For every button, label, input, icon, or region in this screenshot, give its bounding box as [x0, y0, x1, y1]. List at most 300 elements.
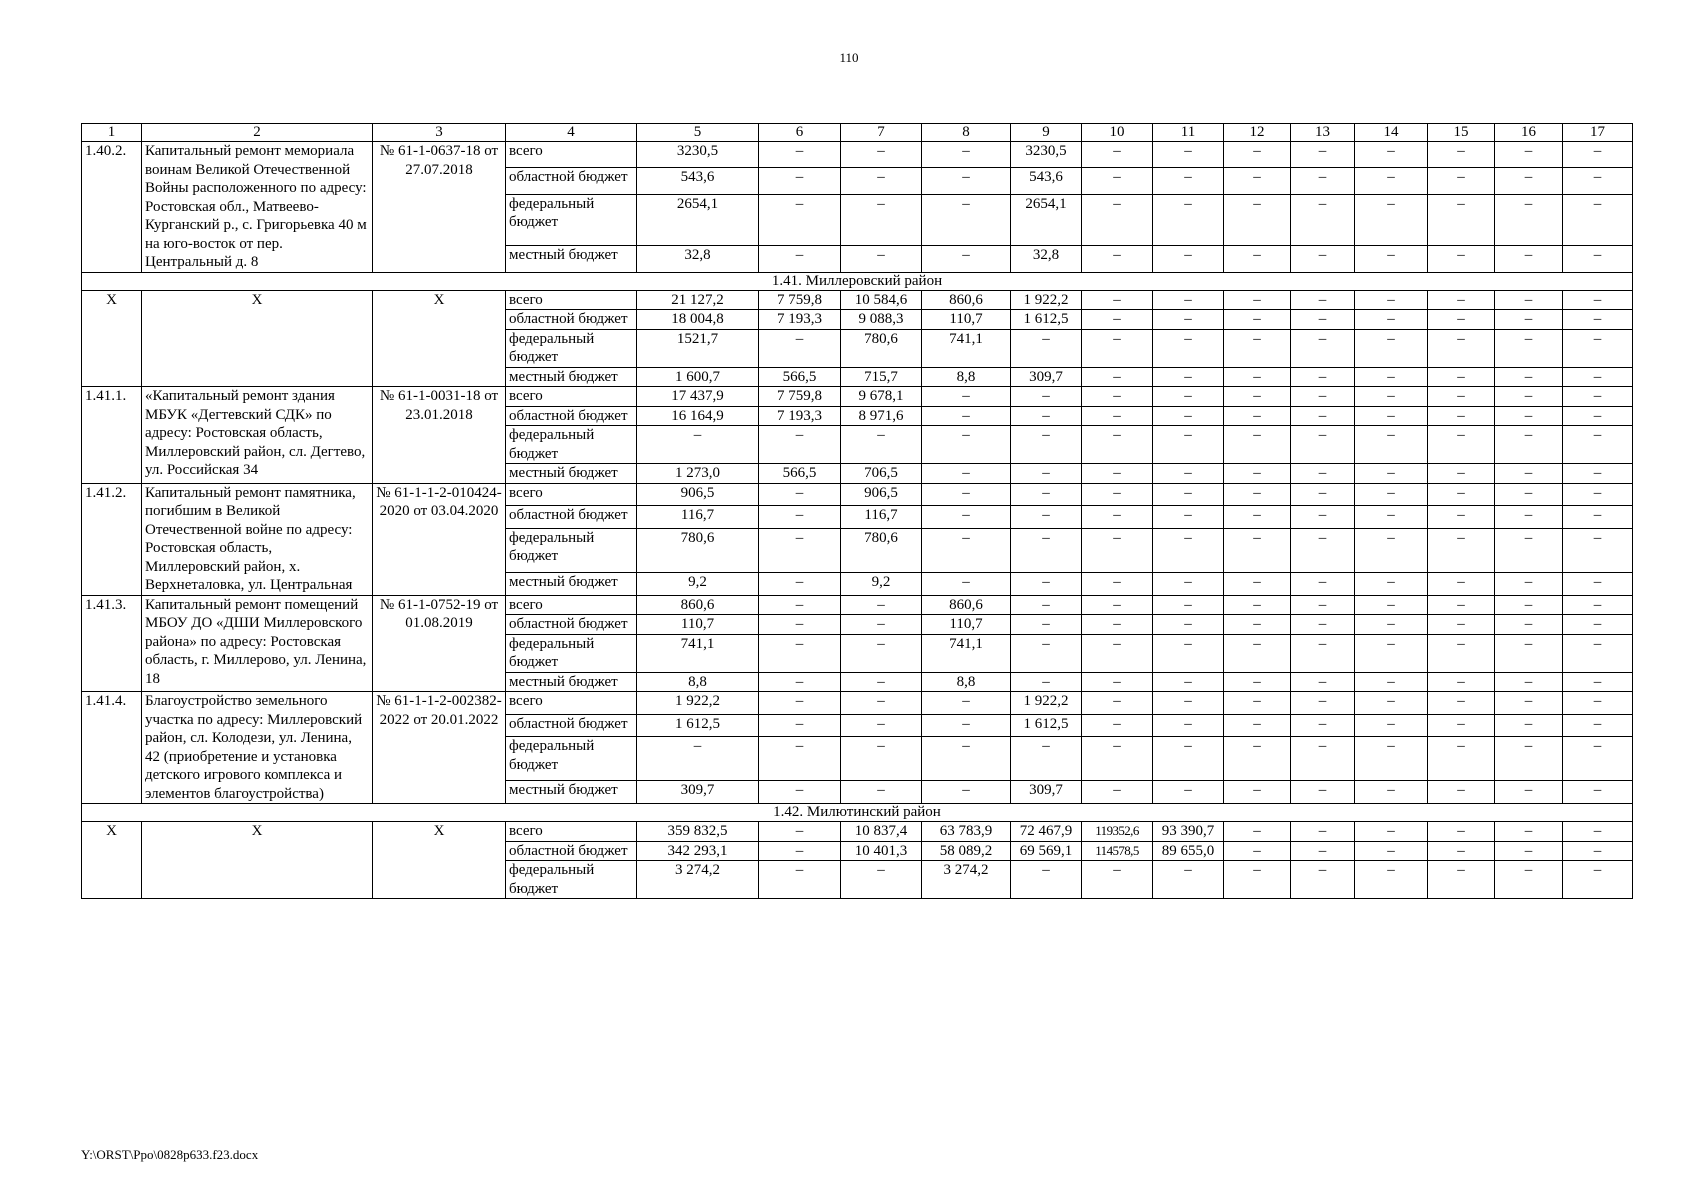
- value-cell: –: [1153, 367, 1224, 387]
- value-cell: 1 273,0: [637, 464, 759, 484]
- value-cell: –: [1355, 841, 1428, 861]
- table-row: [82, 387, 1633, 407]
- value-cell: –: [1495, 194, 1563, 245]
- value-cell: –: [759, 672, 841, 692]
- value-cell: –: [1355, 737, 1428, 781]
- value-cell: 359 832,5: [637, 822, 759, 842]
- value-cell: –: [1011, 406, 1082, 426]
- value-cell: 116,7: [637, 506, 759, 529]
- value-cell: 741,1: [637, 634, 759, 672]
- value-cell: 1 600,7: [637, 367, 759, 387]
- value-cell: 3230,5: [1011, 142, 1082, 168]
- value-cell: –: [1082, 634, 1153, 672]
- value-cell: 1 922,2: [1011, 290, 1082, 310]
- value-cell: –: [759, 737, 841, 781]
- funding-source: федеральный бюджет: [506, 329, 637, 367]
- value-cell: –: [1563, 142, 1633, 168]
- value-cell: –: [1495, 387, 1563, 407]
- value-cell: –: [1563, 406, 1633, 426]
- value-cell: –: [1153, 692, 1224, 715]
- column-number-cell: 9: [1011, 124, 1082, 142]
- value-cell: –: [1563, 841, 1633, 861]
- value-cell: –: [841, 142, 922, 168]
- value-cell: –: [1082, 387, 1153, 407]
- value-cell: –: [759, 634, 841, 672]
- value-cell: –: [1563, 426, 1633, 464]
- item-number: 1.41.1.: [82, 387, 142, 484]
- value-cell: –: [841, 781, 922, 804]
- value-cell: –: [1224, 310, 1291, 330]
- value-cell: –: [759, 168, 841, 194]
- value-cell: 309,7: [1011, 367, 1082, 387]
- value-cell: –: [1011, 572, 1082, 595]
- value-cell: 89 655,0: [1153, 841, 1224, 861]
- value-cell: 17 437,9: [637, 387, 759, 407]
- value-cell: –: [1082, 329, 1153, 367]
- value-cell: 1521,7: [637, 329, 759, 367]
- value-cell: –: [1355, 528, 1428, 572]
- value-cell: –: [759, 781, 841, 804]
- item-number: Х: [82, 290, 142, 387]
- value-cell: –: [1224, 246, 1291, 272]
- value-cell: –: [759, 714, 841, 737]
- item-number: Х: [82, 822, 142, 899]
- value-cell: –: [1082, 367, 1153, 387]
- value-cell: –: [1428, 387, 1495, 407]
- value-cell: –: [1355, 506, 1428, 529]
- value-cell: –: [1563, 595, 1633, 615]
- value-cell: –: [1355, 692, 1428, 715]
- value-cell: 566,5: [759, 367, 841, 387]
- item-number: 1.40.2.: [82, 142, 142, 273]
- value-cell: –: [841, 634, 922, 672]
- value-cell: –: [1428, 672, 1495, 692]
- column-number-cell: 7: [841, 124, 922, 142]
- value-cell: –: [1224, 290, 1291, 310]
- value-cell: 1 612,5: [1011, 310, 1082, 330]
- value-cell: –: [759, 822, 841, 842]
- value-cell: –: [1355, 483, 1428, 506]
- value-cell: 7 759,8: [759, 290, 841, 310]
- value-cell: –: [1428, 861, 1495, 899]
- value-cell: 110,7: [922, 310, 1011, 330]
- section-title: 1.42. Милютинский район: [82, 804, 1633, 822]
- value-cell: –: [1495, 290, 1563, 310]
- item-number: 1.41.2.: [82, 483, 142, 595]
- value-cell: 7 759,8: [759, 387, 841, 407]
- value-cell: 2654,1: [637, 194, 759, 245]
- value-cell: –: [1082, 672, 1153, 692]
- value-cell: 10 837,4: [841, 822, 922, 842]
- funding-source: федеральный бюджет: [506, 194, 637, 245]
- table-row: [82, 822, 1633, 842]
- funding-source: областной бюджет: [506, 506, 637, 529]
- value-cell: –: [1495, 572, 1563, 595]
- value-cell: –: [1495, 426, 1563, 464]
- value-cell: –: [1224, 426, 1291, 464]
- value-cell: –: [1563, 367, 1633, 387]
- item-name: Х: [142, 290, 373, 387]
- value-cell: –: [922, 194, 1011, 245]
- value-cell: –: [1428, 246, 1495, 272]
- value-cell: 8 971,6: [841, 406, 922, 426]
- column-number-cell: 15: [1428, 124, 1495, 142]
- value-cell: –: [1224, 142, 1291, 168]
- value-cell: –: [1495, 168, 1563, 194]
- value-cell: –: [1291, 426, 1355, 464]
- funding-source: областной бюджет: [506, 841, 637, 861]
- value-cell: –: [1428, 168, 1495, 194]
- value-cell: –: [1153, 310, 1224, 330]
- table-row: [82, 483, 1633, 506]
- value-cell: –: [841, 194, 922, 245]
- value-cell: 32,8: [637, 246, 759, 272]
- value-cell: –: [1291, 406, 1355, 426]
- funding-source: федеральный бюджет: [506, 634, 637, 672]
- value-cell: –: [1291, 737, 1355, 781]
- value-cell: –: [1011, 595, 1082, 615]
- value-cell: –: [922, 168, 1011, 194]
- value-cell: –: [1082, 737, 1153, 781]
- value-cell: –: [1082, 615, 1153, 635]
- value-cell: –: [841, 595, 922, 615]
- value-cell: 114578,5: [1082, 841, 1153, 861]
- item-name: «Капитальный ремонт здания МБУК «Дегтевский СДК» по адресу: Ростовская область, Миллеровский район, сл. Дегтево, ул. Российская 34: [142, 387, 373, 484]
- value-cell: –: [1153, 387, 1224, 407]
- value-cell: –: [922, 572, 1011, 595]
- value-cell: –: [1355, 861, 1428, 899]
- value-cell: –: [1495, 672, 1563, 692]
- value-cell: –: [1082, 406, 1153, 426]
- value-cell: –: [1563, 506, 1633, 529]
- value-cell: –: [922, 737, 1011, 781]
- column-number-cell: 10: [1082, 124, 1153, 142]
- value-cell: 715,7: [841, 367, 922, 387]
- column-number-cell: 6: [759, 124, 841, 142]
- value-cell: 69 569,1: [1011, 841, 1082, 861]
- column-number-cell: 13: [1291, 124, 1355, 142]
- value-cell: –: [1291, 822, 1355, 842]
- value-cell: –: [1082, 142, 1153, 168]
- value-cell: –: [841, 861, 922, 899]
- value-cell: 906,5: [841, 483, 922, 506]
- value-cell: –: [759, 329, 841, 367]
- value-cell: –: [1563, 572, 1633, 595]
- value-cell: –: [1355, 290, 1428, 310]
- value-cell: –: [1082, 290, 1153, 310]
- value-cell: –: [1355, 329, 1428, 367]
- value-cell: –: [1153, 737, 1224, 781]
- value-cell: –: [1495, 246, 1563, 272]
- value-cell: –: [1355, 194, 1428, 245]
- value-cell: 741,1: [922, 634, 1011, 672]
- value-cell: –: [759, 615, 841, 635]
- value-cell: –: [1153, 861, 1224, 899]
- funding-source: федеральный бюджет: [506, 528, 637, 572]
- column-number-cell: 11: [1153, 124, 1224, 142]
- column-number-cell: 12: [1224, 124, 1291, 142]
- value-cell: –: [1563, 692, 1633, 715]
- value-cell: –: [922, 142, 1011, 168]
- value-cell: –: [759, 528, 841, 572]
- value-cell: –: [637, 426, 759, 464]
- value-cell: –: [1291, 841, 1355, 861]
- value-cell: –: [1011, 672, 1082, 692]
- funding-source: областной бюджет: [506, 615, 637, 635]
- value-cell: 16 164,9: [637, 406, 759, 426]
- value-cell: –: [1495, 595, 1563, 615]
- value-cell: –: [1428, 572, 1495, 595]
- value-cell: –: [1428, 634, 1495, 672]
- value-cell: –: [1563, 822, 1633, 842]
- value-cell: –: [922, 714, 1011, 737]
- item-document: № 61-1-1-2-010424-2020 от 03.04.2020: [373, 483, 506, 595]
- value-cell: –: [1495, 781, 1563, 804]
- value-cell: –: [1563, 483, 1633, 506]
- value-cell: 1 922,2: [1011, 692, 1082, 715]
- value-cell: –: [1153, 142, 1224, 168]
- value-cell: 7 193,3: [759, 310, 841, 330]
- value-cell: –: [1428, 142, 1495, 168]
- value-cell: 566,5: [759, 464, 841, 484]
- funding-source: всего: [506, 595, 637, 615]
- value-cell: –: [1291, 692, 1355, 715]
- value-cell: –: [1563, 329, 1633, 367]
- value-cell: –: [1011, 634, 1082, 672]
- value-cell: –: [1428, 464, 1495, 484]
- value-cell: –: [841, 615, 922, 635]
- value-cell: –: [1153, 194, 1224, 245]
- value-cell: –: [1428, 737, 1495, 781]
- value-cell: –: [1495, 822, 1563, 842]
- value-cell: 906,5: [637, 483, 759, 506]
- funding-source: всего: [506, 483, 637, 506]
- value-cell: –: [1428, 329, 1495, 367]
- value-cell: 780,6: [841, 528, 922, 572]
- value-cell: –: [1428, 310, 1495, 330]
- value-cell: –: [1355, 310, 1428, 330]
- value-cell: –: [1291, 329, 1355, 367]
- value-cell: –: [841, 168, 922, 194]
- value-cell: –: [1495, 861, 1563, 899]
- value-cell: –: [1355, 634, 1428, 672]
- value-cell: –: [1563, 168, 1633, 194]
- value-cell: –: [841, 426, 922, 464]
- value-cell: 9 088,3: [841, 310, 922, 330]
- value-cell: –: [1082, 464, 1153, 484]
- value-cell: –: [1291, 528, 1355, 572]
- value-cell: –: [1291, 672, 1355, 692]
- value-cell: –: [1428, 506, 1495, 529]
- value-cell: –: [1355, 168, 1428, 194]
- funding-source: областной бюджет: [506, 714, 637, 737]
- funding-source: федеральный бюджет: [506, 737, 637, 781]
- value-cell: –: [1563, 615, 1633, 635]
- value-cell: –: [1291, 310, 1355, 330]
- value-cell: –: [1224, 464, 1291, 484]
- value-cell: –: [1563, 672, 1633, 692]
- value-cell: –: [1153, 483, 1224, 506]
- value-cell: –: [1495, 406, 1563, 426]
- value-cell: –: [1495, 142, 1563, 168]
- value-cell: 119352,6: [1082, 822, 1153, 842]
- value-cell: 1 612,5: [637, 714, 759, 737]
- value-cell: –: [1291, 506, 1355, 529]
- item-document: № 61-1-0031-18 от 23.01.2018: [373, 387, 506, 484]
- value-cell: –: [759, 861, 841, 899]
- value-cell: –: [922, 506, 1011, 529]
- item-name: Благоустройство земельного участка по адресу: Миллеровский район, сл. Колодези, ул. Ленина, 42 (приобретение и установка детского игрового комплекса и элементов благоустройства): [142, 692, 373, 804]
- value-cell: –: [1082, 310, 1153, 330]
- value-cell: –: [1355, 572, 1428, 595]
- value-cell: –: [1495, 692, 1563, 715]
- value-cell: –: [1153, 246, 1224, 272]
- value-cell: 342 293,1: [637, 841, 759, 861]
- value-cell: –: [922, 692, 1011, 715]
- funding-source: федеральный бюджет: [506, 426, 637, 464]
- value-cell: 1 612,5: [1011, 714, 1082, 737]
- value-cell: –: [1291, 781, 1355, 804]
- value-cell: –: [1011, 615, 1082, 635]
- funding-source: местный бюджет: [506, 246, 637, 272]
- value-cell: 3230,5: [637, 142, 759, 168]
- item-document: Х: [373, 290, 506, 387]
- value-cell: –: [1428, 290, 1495, 310]
- column-number-row: [82, 124, 1633, 142]
- value-cell: 110,7: [922, 615, 1011, 635]
- value-cell: –: [759, 595, 841, 615]
- value-cell: –: [1082, 506, 1153, 529]
- value-cell: –: [1291, 367, 1355, 387]
- value-cell: –: [1355, 714, 1428, 737]
- value-cell: –: [1563, 861, 1633, 899]
- value-cell: –: [1428, 781, 1495, 804]
- value-cell: –: [1355, 387, 1428, 407]
- value-cell: 18 004,8: [637, 310, 759, 330]
- value-cell: –: [1224, 572, 1291, 595]
- value-cell: –: [1428, 714, 1495, 737]
- value-cell: –: [1153, 506, 1224, 529]
- column-number-cell: 3: [373, 124, 506, 142]
- funding-source: всего: [506, 387, 637, 407]
- value-cell: –: [1355, 246, 1428, 272]
- value-cell: 63 783,9: [922, 822, 1011, 842]
- funding-source: областной бюджет: [506, 310, 637, 330]
- value-cell: –: [759, 572, 841, 595]
- value-cell: –: [1563, 246, 1633, 272]
- funding-source: областной бюджет: [506, 168, 637, 194]
- value-cell: –: [1563, 194, 1633, 245]
- value-cell: 543,6: [1011, 168, 1082, 194]
- value-cell: –: [1355, 822, 1428, 842]
- page-number: 110: [839, 50, 859, 65]
- value-cell: –: [1082, 426, 1153, 464]
- value-cell: –: [759, 692, 841, 715]
- value-cell: –: [1082, 194, 1153, 245]
- value-cell: 741,1: [922, 329, 1011, 367]
- value-cell: –: [1224, 506, 1291, 529]
- value-cell: –: [1224, 483, 1291, 506]
- value-cell: 3 274,2: [922, 861, 1011, 899]
- value-cell: –: [1224, 861, 1291, 899]
- item-document: Х: [373, 822, 506, 899]
- value-cell: 9,2: [841, 572, 922, 595]
- value-cell: –: [1224, 714, 1291, 737]
- column-number-cell: 2: [142, 124, 373, 142]
- item-document: № 61-1-1-2-002382-2022 от 20.01.2022: [373, 692, 506, 804]
- value-cell: –: [1428, 426, 1495, 464]
- value-cell: –: [922, 246, 1011, 272]
- value-cell: –: [1224, 194, 1291, 245]
- value-cell: –: [1224, 367, 1291, 387]
- value-cell: –: [1495, 367, 1563, 387]
- value-cell: –: [1082, 714, 1153, 737]
- value-cell: –: [1291, 168, 1355, 194]
- value-cell: 3 274,2: [637, 861, 759, 899]
- funding-source: федеральный бюджет: [506, 861, 637, 899]
- value-cell: –: [1495, 634, 1563, 672]
- value-cell: –: [759, 426, 841, 464]
- value-cell: –: [1355, 406, 1428, 426]
- value-cell: –: [841, 737, 922, 781]
- value-cell: –: [1224, 781, 1291, 804]
- value-cell: –: [1153, 464, 1224, 484]
- section-row: [82, 804, 1633, 822]
- value-cell: –: [1291, 194, 1355, 245]
- value-cell: –: [1563, 737, 1633, 781]
- item-number: 1.41.4.: [82, 692, 142, 804]
- value-cell: –: [1495, 310, 1563, 330]
- value-cell: –: [922, 483, 1011, 506]
- value-cell: –: [1011, 464, 1082, 484]
- value-cell: –: [1082, 572, 1153, 595]
- column-number-cell: 8: [922, 124, 1011, 142]
- funding-source: областной бюджет: [506, 406, 637, 426]
- value-cell: –: [1224, 634, 1291, 672]
- value-cell: –: [1153, 426, 1224, 464]
- column-number-cell: 14: [1355, 124, 1428, 142]
- funding-source: местный бюджет: [506, 672, 637, 692]
- value-cell: –: [1355, 367, 1428, 387]
- value-cell: –: [1291, 634, 1355, 672]
- value-cell: 8,8: [637, 672, 759, 692]
- value-cell: –: [922, 387, 1011, 407]
- value-cell: –: [841, 714, 922, 737]
- value-cell: –: [759, 246, 841, 272]
- value-cell: –: [1153, 615, 1224, 635]
- value-cell: –: [1428, 692, 1495, 715]
- value-cell: –: [1563, 387, 1633, 407]
- value-cell: –: [1428, 406, 1495, 426]
- value-cell: –: [1563, 290, 1633, 310]
- item-number: 1.41.3.: [82, 595, 142, 692]
- value-cell: –: [1224, 406, 1291, 426]
- value-cell: –: [1153, 714, 1224, 737]
- value-cell: –: [1082, 861, 1153, 899]
- value-cell: 9,2: [637, 572, 759, 595]
- value-cell: 116,7: [841, 506, 922, 529]
- value-cell: –: [1563, 528, 1633, 572]
- value-cell: –: [1011, 483, 1082, 506]
- column-number-cell: 4: [506, 124, 637, 142]
- value-cell: –: [1153, 572, 1224, 595]
- value-cell: –: [1291, 615, 1355, 635]
- item-name: Капитальный ремонт мемориала воинам Великой Отечественной Войны расположенного по адресу: Ростовская обл., Матвеево-Курганский р., с. Григорьевка 40 м на юго-восток от пер. Центральный д. 8: [142, 142, 373, 273]
- item-document: № 61-1-0752-19 от 01.08.2019: [373, 595, 506, 692]
- value-cell: –: [1495, 714, 1563, 737]
- value-cell: –: [1224, 595, 1291, 615]
- value-cell: 9 678,1: [841, 387, 922, 407]
